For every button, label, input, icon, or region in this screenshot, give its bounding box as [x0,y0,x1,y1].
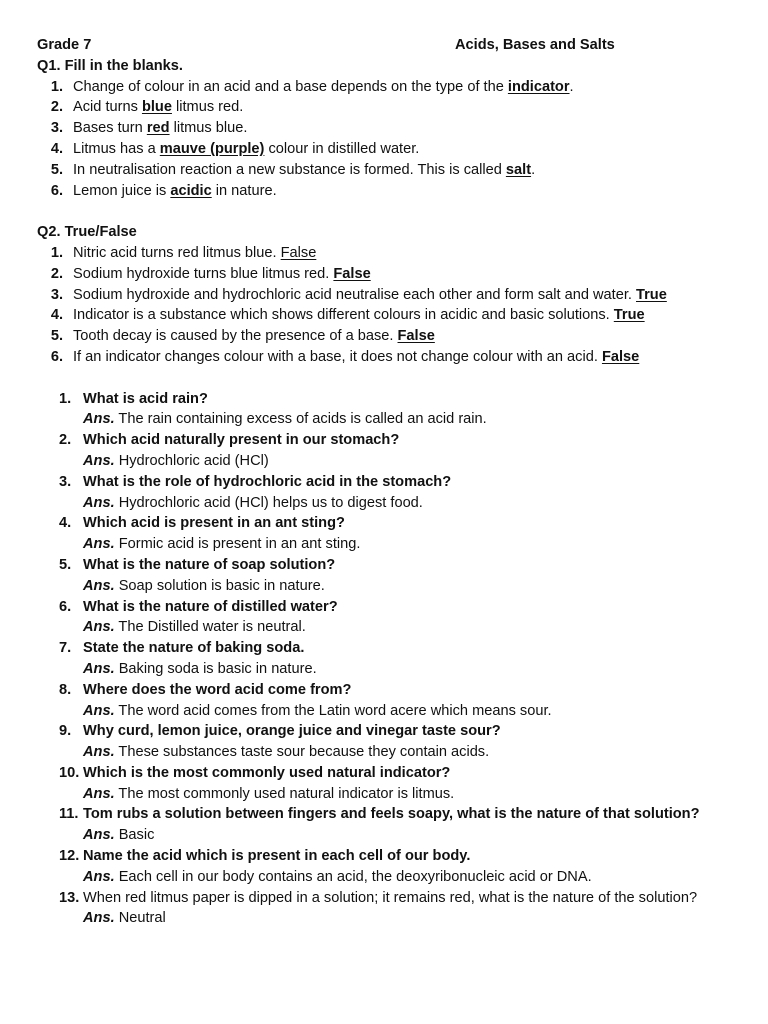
list-item [37,97,731,118]
item-text-after: in nature. [211,182,277,199]
question-item [37,846,731,888]
item-number: 4. [50,307,63,324]
answer-text: Baking soda is basic in nature. [118,660,317,677]
q3-list [37,389,731,930]
list-item [37,139,731,160]
true-false-answer: False [333,265,371,282]
list-item [37,347,731,368]
question-item [37,513,731,555]
question-text: Which is the most commonly used natural indicator? [83,764,451,781]
item-number: 3. [50,286,63,303]
question-text: Which acid is present in an ant sting? [83,515,345,532]
question-number: 4. [59,515,72,532]
answer-label: Ans. [83,910,115,927]
item-number: 6. [50,348,63,365]
blank-answer: red [146,120,170,137]
answer-label: Ans. [83,744,115,761]
item-text [73,347,731,368]
question-number: 8. [59,681,72,698]
answer-text: Soap solution is basic in nature. [118,577,325,594]
answer-label: Ans. [83,868,115,885]
item-text-after: litmus blue. [169,120,248,137]
statement-text: Nitric acid turns red litmus blue. [73,244,281,261]
list-item [37,326,731,347]
item-number: 2. [50,99,63,116]
answer-text: The Distilled water is neutral. [118,619,306,636]
question-text: When red litmus paper is dipped in a solution; it remains red, what is the nature of the solution? [83,889,698,906]
blank-answer: acidic [170,182,212,199]
answer-text: These substances taste sour because they contain acids. [118,744,490,761]
answer-line [83,659,731,680]
worksheet-page [37,35,731,929]
statement-text: Indicator is a substance which shows different colours in acidic and basic solutions. [73,307,614,324]
answer-text: Hydrochloric acid (HCl) helps us to digest food. [118,494,423,511]
answer-label: Ans. [83,494,115,511]
question-body [83,846,731,888]
item-number: 4. [50,140,63,157]
grade-label: Grade 7 [37,37,92,53]
question-body [83,513,731,555]
blank-answer: indicator [507,78,570,95]
item-text-before: In neutralisation reaction a new substance is formed. This is called [73,161,506,178]
item-text [73,326,731,347]
item-text [73,160,731,181]
question-body [83,555,731,597]
answer-line [83,742,731,763]
question-body [83,430,731,472]
question-item [37,555,731,597]
question-line [83,888,731,930]
header [37,35,731,56]
item-text [73,118,731,139]
question-number: 2. [59,432,72,449]
q1-list [37,77,731,202]
answer-line [83,825,731,846]
true-false-answer: False [280,244,317,261]
question-number: 9. [59,723,72,740]
q1-title: Q1. Fill in the blanks. [37,57,183,74]
question-number: 7. [59,640,72,657]
answer-text: Hydrochloric acid (HCl) [118,452,269,469]
item-text-before: Change of colour in an acid and a base depends on the type of the [73,78,508,95]
question-item [37,763,731,805]
answer-text: Formic acid is present in an ant sting. [118,536,361,553]
item-number: 2. [50,265,63,282]
question-number: 11. [59,806,79,823]
answer-label: Ans. [83,452,115,469]
item-text [73,264,731,285]
list-item [37,181,731,202]
question-number: 12. [59,848,80,865]
statement-text: Sodium hydroxide and hydrochloric acid neutralise each other and form salt and water. [73,286,636,303]
list-item [37,305,731,326]
question-text: What is the nature of soap solution? [83,556,336,573]
question-body [83,638,731,680]
answer-line [83,701,731,722]
item-text-before: Bases turn [73,120,147,137]
answer-line [83,576,731,597]
question-body [83,804,731,846]
question-body [83,680,731,722]
item-text-after: . [569,78,574,95]
question-text: Which acid naturally present in our stomach? [83,432,400,449]
item-text-before: Lemon juice is [73,182,171,199]
answer-text: The word acid comes from the Latin word acere which means sour. [118,702,552,719]
question-item [37,804,731,846]
item-text-after: . [531,161,536,178]
answer-line [83,409,731,430]
question-item [37,430,731,472]
answer-line [83,534,731,555]
list-item [37,77,731,98]
question-number: 13. [59,889,80,906]
true-false-answer: True [636,286,667,303]
question-text: Where does the word acid come from? [83,681,352,698]
question-text: Why curd, lemon juice, orange juice and vinegar taste sour? [83,723,501,740]
question-number: 10. [59,764,80,781]
question-item [37,389,731,431]
question-item [37,472,731,514]
question-item [37,638,731,680]
answer-label: Ans. [83,536,115,553]
answer-label: Ans. [83,702,115,719]
item-text [73,305,731,326]
question-text: What is acid rain? [83,390,208,407]
question-text: Name the acid which is present in each cell of our body. [83,848,471,865]
statement-text: Sodium hydroxide turns blue litmus red. [73,265,334,282]
worksheet-title: Acids, Bases and Salts [455,37,615,53]
answer-label: Ans. [83,619,115,636]
answer-text: Basic [118,827,155,844]
item-number: 3. [50,120,63,137]
question-item [37,721,731,763]
list-item [37,118,731,139]
question-text: State the nature of baking soda. [83,640,305,657]
answer-label: Ans. [83,660,115,677]
item-text-before: Litmus has a [73,140,160,157]
question-text: Tom rubs a solution between fingers and feels soapy, what is the nature of that solution? [83,806,700,823]
question-text: What is the nature of distilled water? [83,598,338,615]
item-text [73,181,731,202]
item-number: 6. [50,182,63,199]
item-number: 5. [50,328,63,345]
blank-answer: mauve (purple) [159,140,265,157]
question-body [83,888,731,930]
question-text: What is the role of hydrochloric acid in the stomach? [83,473,452,490]
item-text [73,139,731,160]
item-number: 1. [50,244,63,261]
answer-line [83,451,731,472]
answer-line [83,867,731,888]
question-body [83,472,731,514]
q2-list [37,243,731,368]
question-number: 1. [59,390,72,407]
answer-label: Ans. [83,785,115,802]
true-false-answer: False [601,348,640,365]
item-text [73,97,731,118]
answer-label: Ans. [83,577,115,594]
list-item [37,285,731,306]
answer-label: Ans. [83,411,115,428]
answer-text: Each cell in our body contains an acid, the deoxyribonucleic acid or DNA. [118,868,592,885]
question-item [37,888,731,930]
question-body [83,721,731,763]
list-item [37,160,731,181]
answer-line [83,617,731,638]
answer-label: Ans. [83,827,115,844]
question-number: 5. [59,556,72,573]
item-text [73,77,731,98]
question-item [37,597,731,639]
answer-line [83,493,731,514]
list-item [37,264,731,285]
question-body [83,763,731,805]
item-number: 5. [50,161,63,178]
item-text-after: colour in distilled water. [264,140,420,157]
blank-answer: blue [141,99,172,116]
answer-text: The most commonly used natural indicator is litmus. [118,785,455,802]
true-false-answer: True [613,307,645,324]
item-text-before: Acid turns [73,99,142,116]
question-number: 3. [59,473,72,490]
question-number: 6. [59,598,72,615]
statement-text: Tooth decay is caused by the presence of a base. [73,328,398,345]
statement-text: If an indicator changes colour with a base, it does not change colour with an acid. [73,348,602,365]
answer-line [83,784,731,805]
true-false-answer: False [397,328,435,345]
question-body [83,597,731,639]
answer-text: Neutral [118,910,166,927]
q2-title: Q2. True/False [37,224,137,241]
item-text [73,243,731,264]
answer-text: The rain containing excess of acids is called an acid rain. [118,411,487,428]
item-text [73,285,731,306]
blank-answer: salt [505,161,532,178]
question-item [37,680,731,722]
list-item [37,243,731,264]
item-number: 1. [50,78,63,95]
question-body [83,389,731,431]
item-text-after: litmus red. [171,99,244,116]
